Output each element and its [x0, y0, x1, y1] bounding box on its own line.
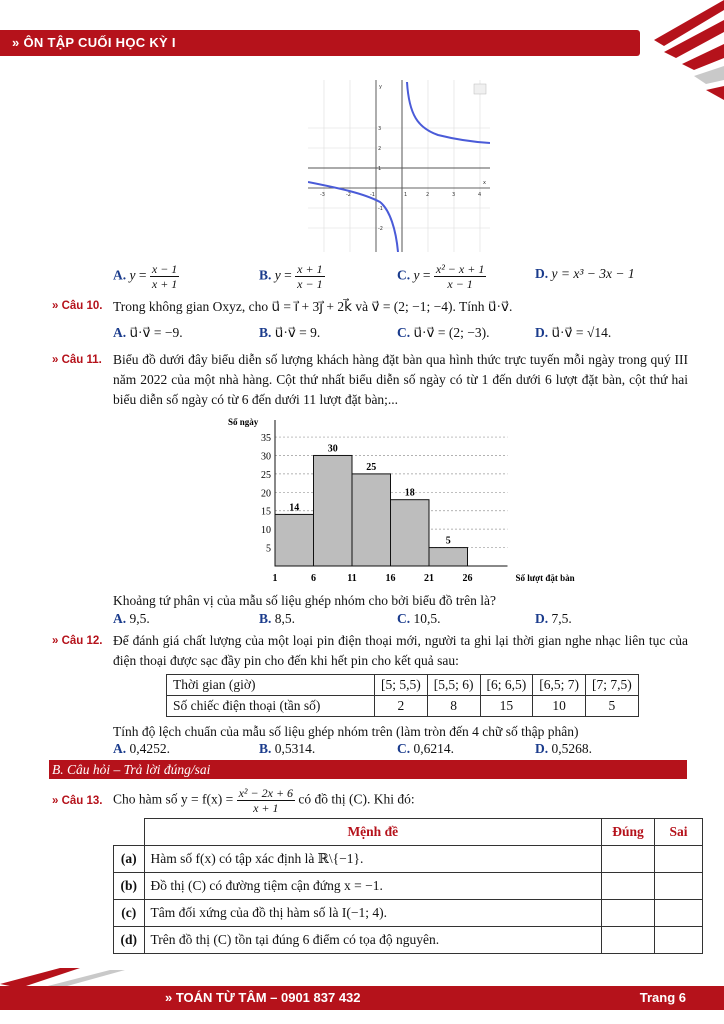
table-row [114, 900, 703, 927]
hist-bar [391, 500, 430, 566]
statement-text: Tâm đối xứng của đồ thị hàm số là I(−1; 4). [144, 900, 602, 927]
table-header: Mệnh đề [144, 819, 602, 846]
table-row [114, 819, 703, 846]
q12-option-a: A. 0,4252. [113, 741, 170, 756]
statement-text: Hàm số f(x) có tập xác định là ℝ\{−1}. [144, 846, 602, 873]
q12-option-b: B. 0,5314. [259, 741, 316, 756]
frequency-table [166, 674, 639, 717]
table-cell: 5 [586, 696, 639, 717]
q10-text: Trong không gian Oxyz, cho u⃗ = i⃗ + 3j⃗ + 2k⃗ và v⃗ = (2; −1; −4). Tính u⃗·v⃗. [113, 299, 513, 314]
false-checkbox[interactable] [655, 927, 703, 954]
graph-xtick: -1 [370, 192, 375, 198]
q11-text: Biểu đồ dưới đây biểu diễn số lượng khách hàng đặt bàn qua hình thức trực tuyến mỗi ngày trong quý III năm 2022 của một nhà hàng. Cột thứ nhất biểu diễn số ngày có từ 1 đến dưới 6 lượt đặt bàn, cột thứ hai biểu diễn số ngày có từ 6 đến dưới 11 lượt đặt bàn;... [113, 352, 688, 407]
table-row [114, 873, 703, 900]
q11-option-a: A. 9,5. [113, 611, 150, 626]
graph-ylabel: y [379, 84, 382, 90]
table-cell: Thời gian (giờ) [167, 675, 375, 696]
graph-xtick: 3 [452, 192, 456, 198]
row-label: (d) [114, 927, 145, 954]
page-footer [0, 986, 724, 1012]
statement-text: Trên đồ thị (C) tồn tại đúng 6 điểm có tọa độ nguyên. [144, 927, 602, 954]
table-cell: [6,5; 7) [533, 675, 586, 696]
q9-option-a: A. y = $\frac{x - 1}{x + 1}$ [113, 262, 178, 291]
hist-value-label: 18 [404, 487, 415, 499]
hist-ytick-label: 10 [261, 525, 271, 537]
table-cell: Số chiếc điện thoại (tần số) [167, 696, 375, 717]
row-label: (b) [114, 873, 145, 900]
q10-option-c: C. u⃗·v⃗ = (2; −3). [397, 325, 490, 340]
q13-text: Cho hàm số y = f(x) = $\frac{\text{x² − 2x + 6}}{x + 1}$ có đồ thị (C). Khi đó: [113, 786, 415, 815]
graph-ytick: -2 [378, 226, 383, 232]
false-checkbox[interactable] [655, 846, 703, 873]
graph-xtick: 2 [426, 192, 430, 198]
q12-option-d: D. 0,5268. [535, 741, 592, 756]
corner-stripes-decoration [594, 0, 724, 110]
q12-question: Tính độ lệch chuẩn của mẫu số liệu ghép nhóm trên (làm tròn đến 4 chữ số thập phân) [113, 724, 579, 739]
table-cell: [5; 5,5) [375, 675, 428, 696]
histogram-chart [220, 416, 580, 588]
hist-value-label: 25 [366, 461, 377, 473]
graph-settings-icon [474, 84, 486, 94]
header-bar [0, 30, 640, 56]
graph-ytick: -1 [378, 206, 383, 212]
hist-value-label: 14 [289, 502, 300, 514]
table-cell: 2 [375, 696, 428, 717]
q11-option-b: B. 8,5. [259, 611, 296, 626]
q10-option-b: B. u⃗·v⃗ = 9. [259, 325, 321, 340]
hist-ytick-label: 5 [266, 543, 271, 555]
statement-table [113, 818, 703, 954]
true-checkbox[interactable] [602, 846, 655, 873]
hist-ytick-label: 30 [261, 451, 271, 463]
q11-option-c: C. 10,5. [397, 611, 441, 626]
hist-ylabel: Số ngày [228, 417, 259, 427]
section-b-heading: B. Câu hỏi – Trả lời đúng/sai [49, 760, 687, 779]
q10-label: » Câu 10. [52, 300, 103, 312]
row-label: (a) [114, 846, 145, 873]
q9-option-d: D. y = x³ − 3x − 1 [535, 266, 635, 281]
table-cell: [5,5; 6) [427, 675, 480, 696]
header-title: » ÔN TẬP CUỐI HỌC KỲ I [12, 35, 176, 50]
graph-ytick: 1 [378, 166, 382, 172]
footer-stripes-decoration [0, 964, 724, 988]
q9-option-c: C. y = $\frac{\text{x² − x + 1}}{x - 1}$ [397, 262, 485, 291]
graph-ytick: 2 [378, 146, 382, 152]
table-header: Đúng [602, 819, 655, 846]
hist-xtick-label: 1 [272, 573, 278, 584]
hist-xtick-label: 21 [424, 573, 434, 584]
function-graph [308, 80, 490, 252]
table-cell: 8 [427, 696, 480, 717]
false-checkbox[interactable] [655, 900, 703, 927]
table-cell: [6; 6,5) [480, 675, 533, 696]
graph-xtick: -3 [320, 192, 325, 198]
hist-bar [275, 514, 314, 566]
graph-xlabel: x [483, 180, 486, 186]
hist-value-label: 30 [327, 443, 338, 455]
graph-xtick: 4 [478, 192, 482, 198]
true-checkbox[interactable] [602, 873, 655, 900]
true-checkbox[interactable] [602, 927, 655, 954]
q10-option-a: A. u⃗·v⃗ = −9. [113, 325, 183, 340]
q12-text: Để đánh giá chất lượng của một loại pin điện thoại mới, người ta ghi lại thời gian nghe nhạc liên tục của điện thoại được sạc đầy pin cho đến khi hết pin cho kết quả sau: [113, 633, 688, 668]
table-row [114, 846, 703, 873]
table-header: Sai [655, 819, 703, 846]
hist-ytick-label: 15 [261, 506, 271, 518]
q12-label: » Câu 12. [52, 635, 103, 647]
hist-xtick-label: 6 [311, 573, 316, 584]
hist-bar [429, 548, 468, 566]
graph-xtick: -2 [346, 192, 351, 198]
hist-bar [352, 474, 391, 566]
statement-text: Đồ thị (C) có đường tiệm cận đứng x = −1. [144, 873, 602, 900]
table-row [114, 927, 703, 954]
hist-xtick-label: 26 [462, 573, 473, 584]
hist-value-label: 5 [445, 535, 451, 547]
hist-bar [314, 455, 353, 566]
footer-bar [0, 986, 724, 1010]
hist-xtick-label: 11 [347, 573, 357, 584]
hist-xtick-label: 16 [385, 573, 396, 584]
false-checkbox[interactable] [655, 873, 703, 900]
table-row [167, 675, 639, 696]
q11-question: Khoảng tứ phân vị của mẫu số liệu ghép nhóm cho bởi biểu đồ trên là? [113, 593, 496, 608]
page-number: Trang 6 [639, 990, 686, 1005]
hist-ytick-label: 35 [261, 433, 271, 445]
hist-xlabel: Số lượt đặt bàn [515, 573, 575, 583]
footer-text: » TOÁN TỪ TÂM – 0901 837 432 [165, 990, 361, 1005]
graph-xtick: 1 [404, 192, 408, 198]
row-label: (c) [114, 900, 145, 927]
hist-ytick-label: 20 [261, 488, 271, 500]
table-cell: 10 [533, 696, 586, 717]
q10-option-d: D. u⃗·v⃗ = √14. [535, 325, 612, 340]
table-row [167, 696, 639, 717]
q9-option-b: B. y = $\frac{x + 1}{x - 1}$ [259, 262, 323, 291]
graph-ytick: 3 [378, 126, 382, 132]
q13-label: » Câu 13. [52, 795, 103, 807]
table-cell [114, 819, 145, 846]
table-cell: [7; 7,5) [586, 675, 639, 696]
hist-ytick-label: 25 [261, 469, 271, 481]
q12-option-c: C. 0,6214. [397, 741, 454, 756]
q11-option-d: D. 7,5. [535, 611, 572, 626]
table-cell: 15 [480, 696, 533, 717]
true-checkbox[interactable] [602, 900, 655, 927]
q11-label: » Câu 11. [52, 354, 102, 366]
